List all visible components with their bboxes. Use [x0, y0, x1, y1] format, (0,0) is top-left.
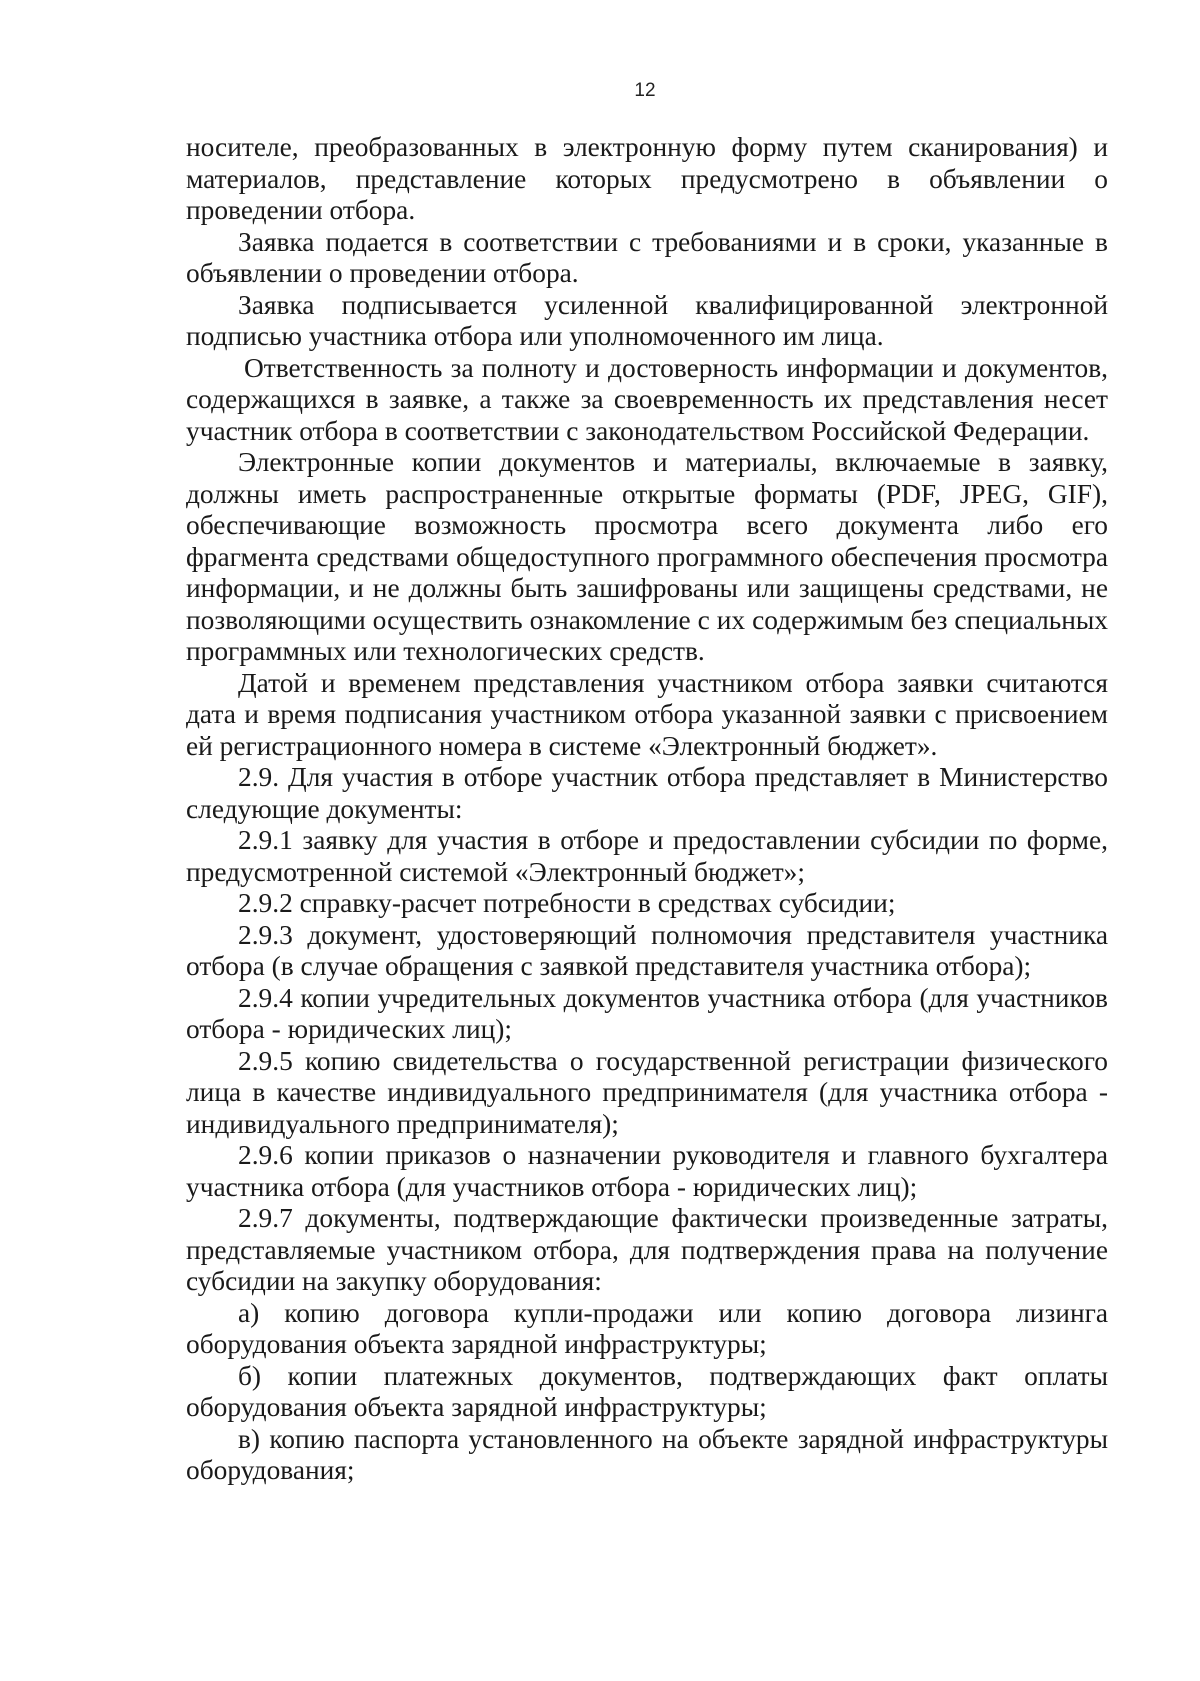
paragraph-continuation: носителе, преобразованных в электронную форму путем сканирования) и материалов, представление которых предусмотрено в объявлении о проведении отбора.	[186, 132, 1108, 225]
list-item-2-9-3: 2.9.3 документ, удостоверяющий полномочия представителя участника отбора (в случае обращения с заявкой представителя участника отбора);	[186, 919, 1108, 981]
paragraph-section-2-9: 2.9. Для участия в отборе участник отбора представляет в Министерство следующие документы:	[186, 762, 1108, 824]
list-item-2-9-2: 2.9.2 справку-расчет потребности в средствах субсидии;	[238, 888, 896, 918]
list-item-2-9-7: 2.9.7 документы, подтверждающие фактически произведенные затраты, представляемые участником отбора, для подтверждения права на получение субсидии на закупку оборудования:	[186, 1203, 1108, 1296]
list-item-2-9-1: 2.9.1 заявку для участия в отборе и предоставлении субсидии по форме, предусмотренной системой «Электронный бюджет»;	[186, 825, 1108, 887]
paragraph-electronic-copies: Электронные копии документов и материалы, включаемые в заявку, должны иметь распространенные открытые форматы (PDF, JPEG, GIF), обеспечивающие возможность просмотра всего документа либо его фрагмента средствами общедоступного программного обеспечения просмотра информации, и не должны быть зашифрованы или защищены средствами, не позволяющими осуществить ознакомление с их содержимым без специальных программных или технологических средств.	[186, 447, 1108, 666]
paragraph-signature: Заявка подписывается усиленной квалифицированной электронной подписью участника отбора или уполномоченного им лица.	[186, 289, 1108, 351]
sub-item-v: в) копию паспорта установленного на объекте зарядной инфраструктуры оборудования;	[186, 1423, 1108, 1485]
sub-item-a: а) копию договора купли-продажи или копию договора лизинга оборудования объекта зарядной инфраструктуры;	[186, 1297, 1108, 1359]
list-item-2-9-6: 2.9.6 копии приказов о назначении руководителя и главного бухгалтера участника отбора (для участников отбора - юридических лиц);	[186, 1140, 1108, 1202]
document-body	[186, 132, 1108, 1487]
paragraph-submission-terms: Заявка подается в соответствии с требованиями и в сроки, указанные в объявлении о проведении отбора.	[186, 226, 1108, 288]
paragraph-submission-date: Датой и временем представления участником отбора заявки считаются дата и время подписания участником отбора указанной заявки с присвоением ей регистрационного номера в системе «Электронный бюджет».	[186, 667, 1108, 761]
list-item-2-9-4: 2.9.4 копии учредительных документов участника отбора (для участников отбора - юридических лиц);	[186, 982, 1108, 1044]
sub-item-b: б) копии платежных документов, подтверждающих факт оплаты оборудования объекта зарядной инфраструктуры;	[186, 1360, 1108, 1422]
paragraph-responsibility: Ответственность за полноту и достоверность информации и документов, содержащихся в заявке, а также за своевременность их представления несет участник отбора в соответствии с законодательством Российской Федерации.	[186, 352, 1108, 446]
page-number: 12	[634, 80, 656, 101]
list-item-2-9-5: 2.9.5 копию свидетельства о государственной регистрации физического лица в качестве индивидуального предпринимателя (для участника отбора - индивидуального предпринимателя);	[186, 1045, 1108, 1139]
